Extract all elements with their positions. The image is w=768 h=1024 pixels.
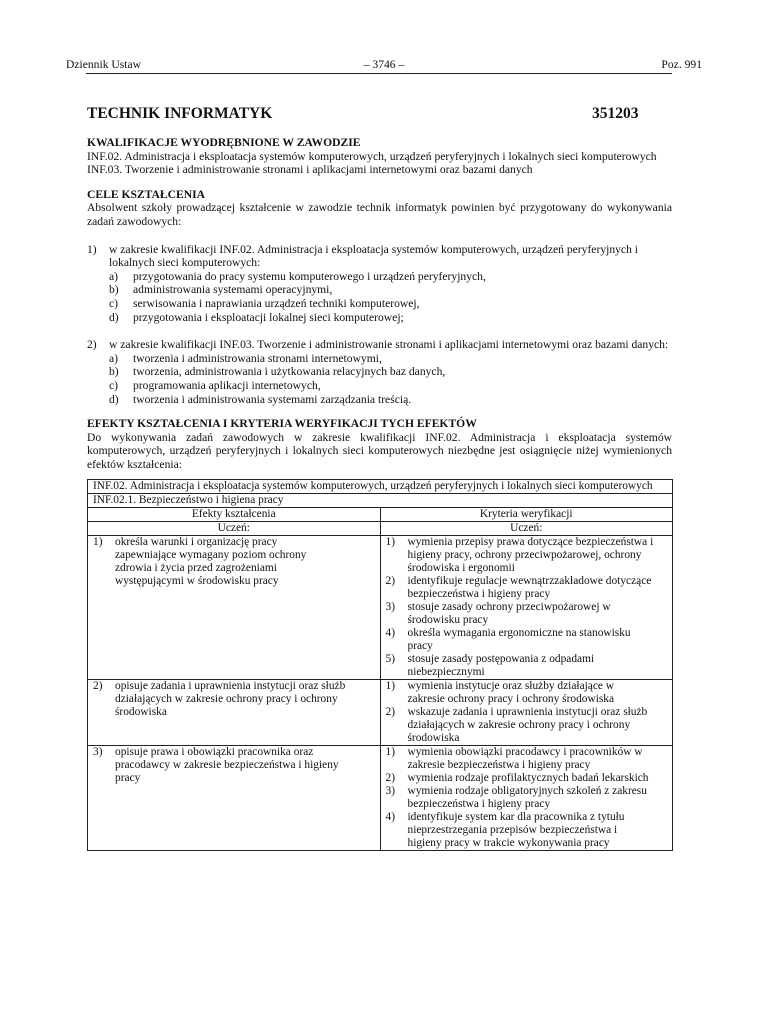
- goals-heading: CELE KSZTAŁCENIA: [87, 187, 206, 201]
- profession-name: TECHNIK INFORMATYK: [87, 105, 273, 122]
- outcomes-table: [87, 479, 673, 851]
- goal-group-2: 2) w zakresie kwalifikacji INF.03. Tworzenie i administrowanie stronami i aplikacjami internetowymi oraz bazami danych:: [87, 338, 669, 352]
- profession-title: [87, 107, 672, 125]
- outcome-cell: 3) opisuje prawa i obowiązki pracownika oraz pracodawcy w zakresie bezpieczeństwa i higieny pracy: [88, 746, 381, 851]
- position-number: Poz. 991: [661, 58, 702, 71]
- qualification-inf02: INF.02. Administracja i eksploatacja systemów komputerowych, urządzeń peryferyjnych i lokalnych sieci komputerowych: [87, 149, 657, 163]
- criteria-cell: 1) wymienia obowiązki pracodawcy i pracowników w zakresie bezpieczeństwa i higieny pracy 2) wymienia rodzaje profilaktycznych badań lekarskich 3) wymienia rodzaje obligatoryjnych szkoleń z zakresu bezpieczeństwa i higieny pracy 4) identyfikuje system kar dla pracownika z tytułu nieprzestrzegania przepisów bezpieczeństwa i higieny pracy w trakcie wykonywania pracy: [380, 746, 673, 851]
- table-row: [88, 680, 673, 746]
- criteria-cell: 1) wymienia przepisy prawa dotyczące bezpieczeństwa i higieny pracy, ochrony przeciwpożarowej, ochrony środowiska i ergonomii 2) identyfikuje regulacje wewnątrzzakładowe dotyczące bezpieczeństwa i higieny pracy 3) stosuje zasady ochrony przeciwpożarowej w środowisku pracy 4) określa wymagania ergonomiczne na stanowisku pracy 5) stosuje zasady postępowania z odpadami niebezpiecznymi: [380, 536, 673, 680]
- journal-name: Dziennik Ustaw: [66, 58, 142, 71]
- goal-item: c) programowania aplikacji internetowych,: [109, 378, 321, 392]
- goal-item: b) tworzenia, administrowania i użytkowania relacyjnych baz danych,: [109, 365, 446, 379]
- student-label: Uczeń:: [380, 522, 673, 536]
- column-header-criteria: Kryteria weryfikacji: [380, 508, 673, 522]
- header-rule: [86, 73, 672, 74]
- profession-code: 351203: [592, 105, 639, 122]
- criteria-cell: 1) wymienia instytucje oraz służby działające w zakresie ochrony pracy i ochrony środowiska 2) wskazuje zadania i uprawnienia instytucji oraz służb działających w zakresie ochrony pracy i ochrony środowiska: [380, 680, 673, 746]
- table-row: [88, 746, 673, 851]
- goal-item: a) tworzenia i administrowania stronami internetowymi,: [109, 351, 382, 365]
- goal-item: d) tworzenia i administrowania systemami zarządzania treścią.: [109, 392, 412, 406]
- goal-item: d) przygotowania i eksploatacji lokalnej sieci komputerowej;: [109, 310, 404, 324]
- document-body: [87, 107, 672, 851]
- goal-item: b) administrowania systemami operacyjnymi,: [109, 283, 333, 297]
- goal-item: c) serwisowania i naprawiania urządzeń techniki komputerowej,: [109, 296, 420, 310]
- goal-group-1: 1) w zakresie kwalifikacji INF.02. Administracja i eksploatacja systemów komputerowych, urządzeń peryferyjnych i lokalnych sieci komputerowych:: [87, 242, 638, 270]
- student-label: Uczeń:: [88, 522, 381, 536]
- qualification-inf03: INF.03. Tworzenie i administrowanie stronami i aplikacjami internetowymi oraz bazami danych: [87, 163, 533, 177]
- column-header-outcomes: Efekty kształcenia: [88, 508, 381, 522]
- page-number: – 3746 –: [363, 58, 405, 71]
- qualifications-heading: KWALIFIKACJE WYODRĘBNIONE W ZAWODZIE: [87, 136, 361, 149]
- outcomes-intro: Do wykonywania zadań zawodowych w zakresie kwalifikacji INF.02. Administracja i eksploatacja systemów komputerowych, urządzeń peryferyjnych i lokalnych sieci komputerowych niezbędne jest osiągnięcie niżej wymienionych efektów kształcenia:: [87, 430, 672, 471]
- outcome-cell: 1) określa warunki i organizację pracy zapewniające wymagany poziom ochrony zdrowia i życia przed zagrożeniami występującymi w środowisku pracy: [88, 536, 381, 680]
- page-header: [66, 58, 702, 72]
- goal-item: a) przygotowania do pracy systemu komputerowego i urządzeń peryferyjnych,: [109, 269, 486, 283]
- outcomes-heading: EFEKTY KSZTAŁCENIA I KRYTERIA WERYFIKACJI TYCH EFEKTÓW: [87, 417, 477, 431]
- table-qualification: INF.02. Administracja i eksploatacja systemów komputerowych, urządzeń peryferyjnych i lokalnych sieci komputerowych: [88, 480, 673, 494]
- table-unit: INF.02.1. Bezpieczeństwo i higiena pracy: [88, 494, 673, 508]
- outcome-cell: 2) opisuje zadania i uprawnienia instytucji oraz służb działających w zakresie ochrony pracy i ochrony środowiska: [88, 680, 381, 746]
- table-row: [88, 536, 673, 680]
- goals-intro: Absolwent szkoły prowadzącej kształcenie w zawodzie technik informatyk powinien być przygotowany do wykonywania zadań zawodowych:: [87, 201, 672, 228]
